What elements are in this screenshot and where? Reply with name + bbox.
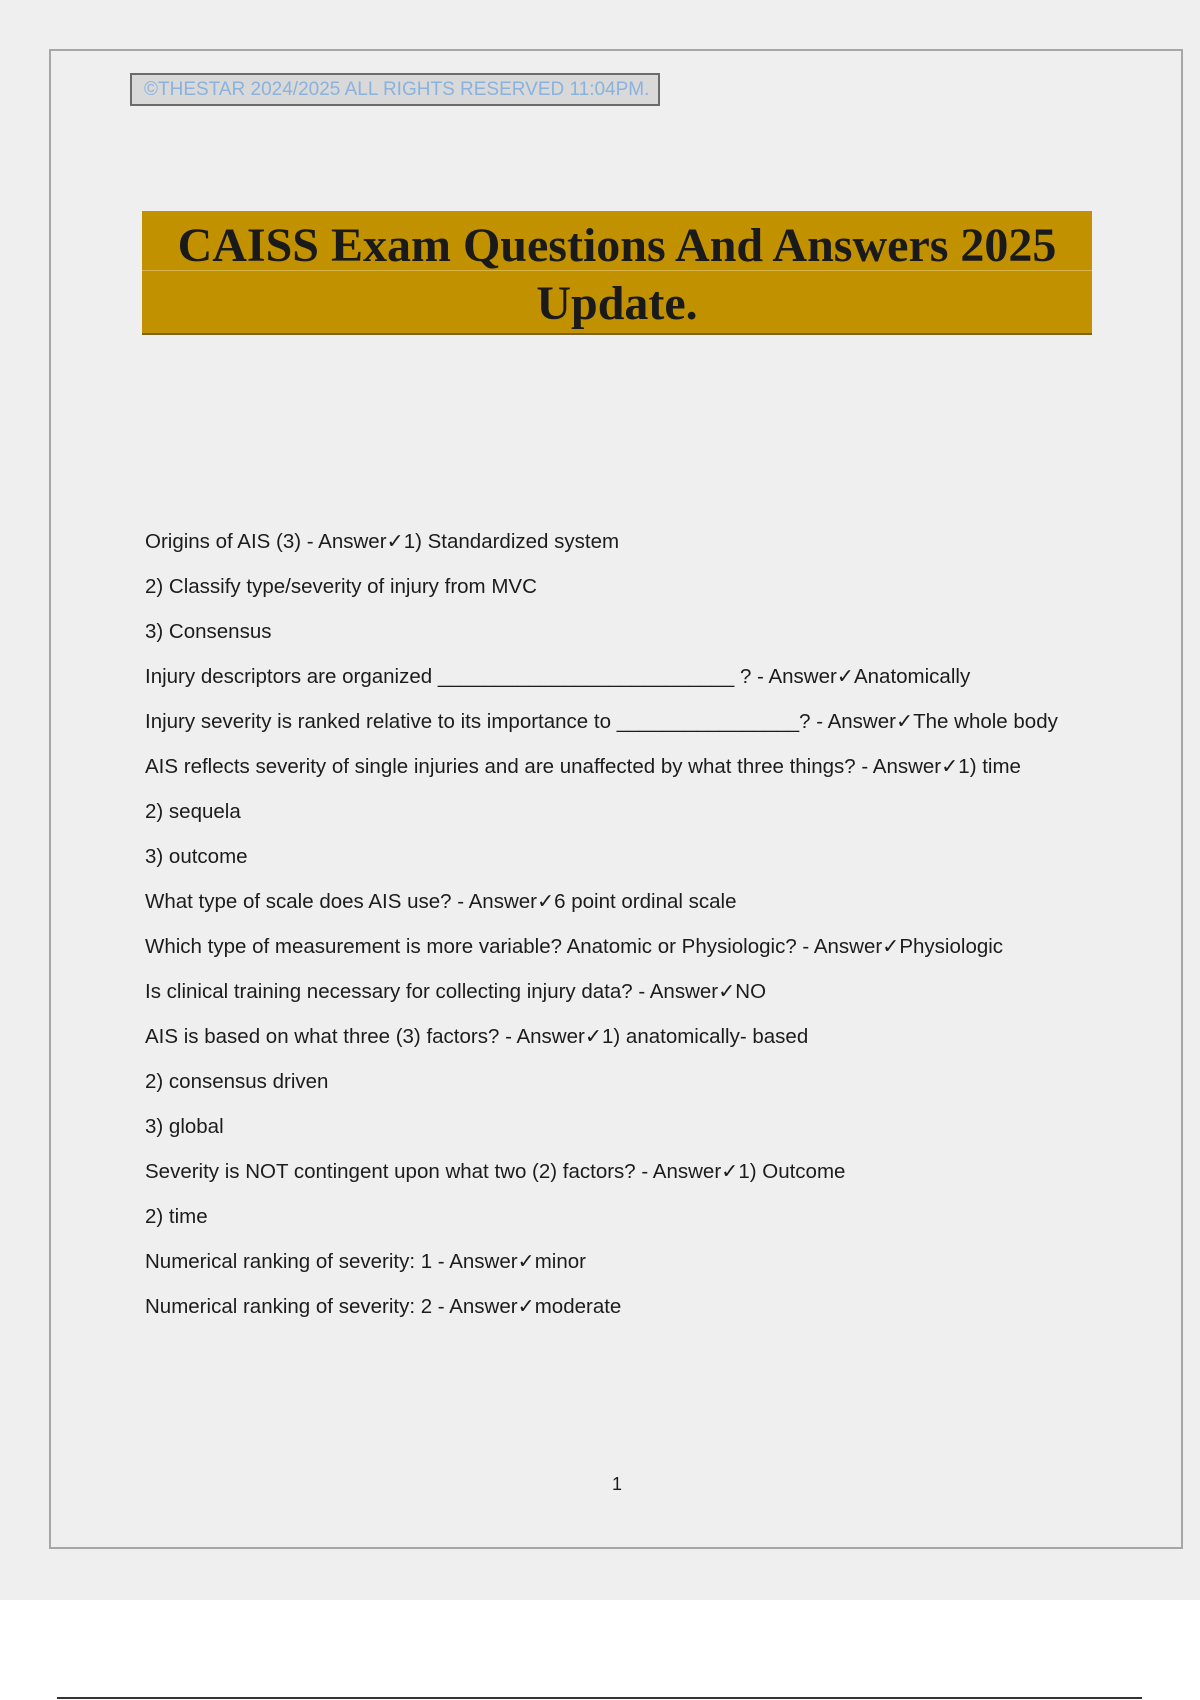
qa-line: 3) outcome xyxy=(145,845,248,868)
title-line-2: Update. xyxy=(536,277,698,330)
title-line-1: CAISS Exam Questions And Answers 2025 xyxy=(177,219,1057,272)
qa-line: 2) sequela xyxy=(145,800,241,823)
qa-line: 2) consensus driven xyxy=(145,1070,329,1093)
bottom-divider xyxy=(57,1697,1142,1699)
qa-line: Injury descriptors are organized __________________________ ? - Answer✓Anatomically xyxy=(145,665,971,688)
page-number: 1 xyxy=(611,1474,622,1494)
qa-content xyxy=(145,527,1095,1337)
qa-line: Injury severity is ranked relative to its importance to ________________? - Answer✓The whole body xyxy=(145,710,1058,733)
qa-line: 2) time xyxy=(145,1205,208,1228)
qa-line: Is clinical training necessary for collecting injury data? - Answer✓NO xyxy=(145,980,767,1003)
qa-line: 2) Classify type/severity of injury from MVC xyxy=(145,575,537,598)
qa-line: What type of scale does AIS use? - Answer✓6 point ordinal scale xyxy=(145,890,737,913)
qa-line: Numerical ranking of severity: 1 - Answer✓minor xyxy=(145,1250,586,1273)
qa-line: 3) Consensus xyxy=(145,620,272,643)
watermark-banner: ©THESTAR 2024/2025 ALL RIGHTS RESERVED 11:04PM. xyxy=(130,73,660,106)
qa-line: 3) global xyxy=(145,1115,224,1138)
title-banner xyxy=(142,211,1092,335)
qa-line: Which type of measurement is more variable? Anatomic or Physiologic? - Answer✓Physiologic xyxy=(145,935,1004,958)
qa-line: AIS reflects severity of single injuries and are unaffected by what three things? - Answer✓1) time xyxy=(145,755,1021,778)
qa-line: Origins of AIS (3) - Answer✓1) Standardized system xyxy=(145,530,620,553)
qa-line: Severity is NOT contingent upon what two (2) factors? - Answer✓1) Outcome xyxy=(145,1160,846,1183)
document-title xyxy=(142,217,1092,333)
qa-line: AIS is based on what three (3) factors? - Answer✓1) anatomically- based xyxy=(145,1025,809,1048)
qa-line: Numerical ranking of severity: 2 - Answer✓moderate xyxy=(145,1295,622,1318)
